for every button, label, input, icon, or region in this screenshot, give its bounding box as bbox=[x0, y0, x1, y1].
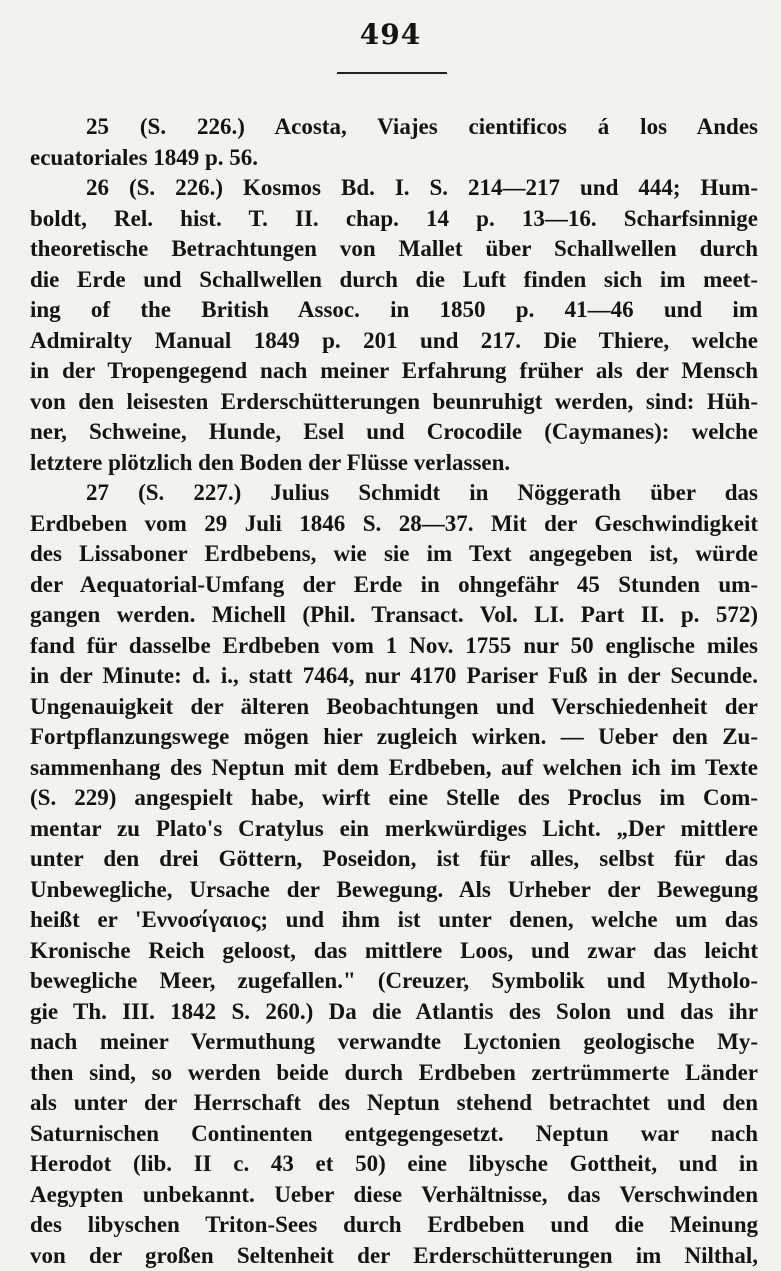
text-line: in der Tropengegend nach meiner Erfahrung früher als der Mensch bbox=[30, 356, 758, 387]
text-line: unter den drei Göttern, Poseidon, ist für alles, selbst für das bbox=[30, 844, 758, 875]
text-line: Fortpflanzungswege mögen hier zugleich wirken. — Ueber den Zu- bbox=[30, 722, 758, 753]
text-line: 25 (S. 226.) Acosta, Viajes cientificos á los Andes bbox=[30, 112, 758, 143]
text-line: Ungenauigkeit der älteren Beobachtungen und Verschiedenheit der bbox=[30, 692, 758, 723]
text-line: fand für dasselbe Erdbeben vom 1 Nov. 1755 nur 50 englische miles bbox=[30, 631, 758, 662]
text-line: then sind, so werden beide durch Erdbeben zertrümmerte Länder bbox=[30, 1058, 758, 1089]
text-line: boldt, Rel. hist. T. II. chap. 14 p. 13—16. Scharfsinnige bbox=[30, 204, 758, 235]
text-line: der Aequatorial-Umfang der Erde in ohngefähr 45 Stunden um- bbox=[30, 570, 758, 601]
text-line: mentar zu Plato's Cratylus ein merkwürdiges Licht. „Der mittlere bbox=[30, 814, 758, 845]
text-line: letztere plötzlich den Boden der Flüsse verlassen. bbox=[30, 448, 758, 479]
text-line: ner, Schweine, Hunde, Esel und Crocodile (Caymanes): welche bbox=[30, 417, 758, 448]
text-line: 26 (S. 226.) Kosmos Bd. I. S. 214—217 und 444; Hum- bbox=[30, 173, 758, 204]
text-line: nach meiner Vermuthung verwandte Lyctonien geologische My- bbox=[30, 1027, 758, 1058]
text-line: von den leisesten Erderschütterungen beunruhigt werden, sind: Hüh- bbox=[30, 387, 758, 418]
text-line: bewegliche Meer, zugefallen." (Creuzer, Symbolik und Mytholo- bbox=[30, 966, 758, 997]
text-line: ing of the British Assoc. in 1850 p. 41—46 und im bbox=[30, 295, 758, 326]
text-line: sammenhang des Neptun mit dem Erdbeben, auf welchen ich im Texte bbox=[30, 753, 758, 784]
text-line: Herodot (lib. II c. 43 et 50) eine libysche Gottheit, und in bbox=[30, 1149, 758, 1180]
text-line: heißt er 'Εννοσίγαιος; und ihm ist unter denen, welche um das bbox=[30, 905, 758, 936]
page-number: 494 bbox=[0, 18, 781, 51]
text-line: in der Minute: d. i., statt 7464, nur 4170 Pariser Fuß in der Secunde. bbox=[30, 661, 758, 692]
text-line: Unbewegliche, Ursache der Bewegung. Als Urheber der Bewegung bbox=[30, 875, 758, 906]
text-line: Saturnischen Continenten entgegengesetzt. Neptun war nach bbox=[30, 1119, 758, 1150]
text-line: Kronische Reich geloost, das mittlere Loos, und zwar das leicht bbox=[30, 936, 758, 967]
footnote-text-block bbox=[30, 112, 758, 1271]
text-line: gangen werden. Michell (Phil. Transact. Vol. LI. Part II. p. 572) bbox=[30, 600, 758, 631]
text-line: des Lissaboner Erdbebens, wie sie im Text angegeben ist, würde bbox=[30, 539, 758, 570]
text-line: Aegypten unbekannt. Ueber diese Verhältnisse, das Verschwinden bbox=[30, 1180, 758, 1211]
text-line: ecuatoriales 1849 p. 56. bbox=[30, 143, 758, 174]
text-line: von der großen Seltenheit der Erderschütterungen im Nilthal, bbox=[30, 1241, 758, 1271]
text-line: theoretische Betrachtungen von Mallet über Schallwellen durch bbox=[30, 234, 758, 265]
text-line: Erdbeben vom 29 Juli 1846 S. 28—37. Mit der Geschwindigkeit bbox=[30, 509, 758, 540]
text-line: des libyschen Triton-Sees durch Erdbeben und die Meinung bbox=[30, 1210, 758, 1241]
text-line: Admiralty Manual 1849 p. 201 und 217. Die Thiere, welche bbox=[30, 326, 758, 357]
text-line: (S. 229) angespielt habe, wirft eine Stelle des Proclus im Com- bbox=[30, 783, 758, 814]
text-line: 27 (S. 227.) Julius Schmidt in Nöggerath über das bbox=[30, 478, 758, 509]
text-line: die Erde und Schallwellen durch die Luft finden sich im meet- bbox=[30, 265, 758, 296]
text-line: als unter der Herrschaft des Neptun stehend betrachtet und den bbox=[30, 1088, 758, 1119]
text-line: gie Th. III. 1842 S. 260.) Da die Atlantis des Solon und das ihr bbox=[30, 997, 758, 1028]
header-rule bbox=[337, 72, 447, 74]
